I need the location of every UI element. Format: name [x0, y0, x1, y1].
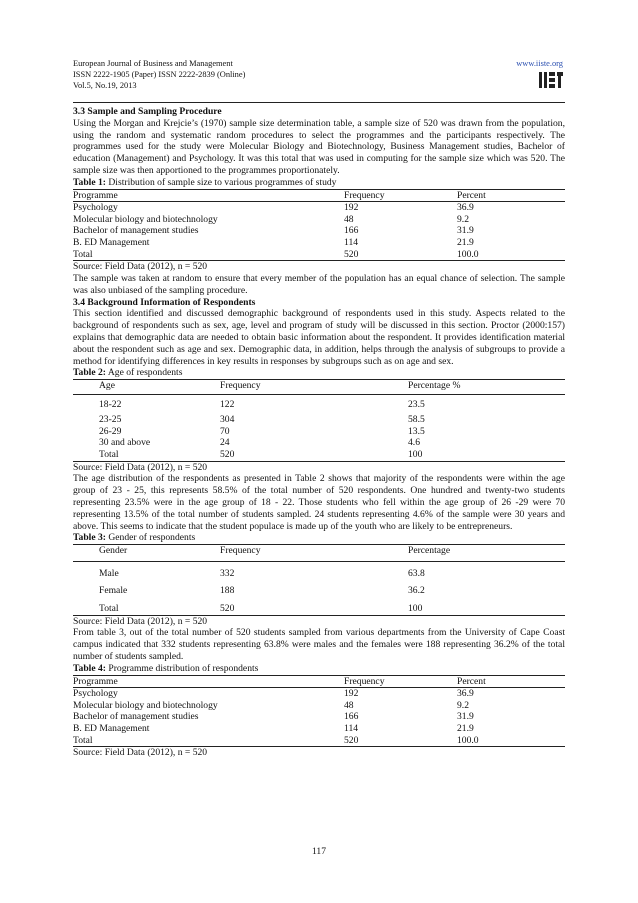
page-number: 117: [311, 846, 327, 857]
table-row: [73, 711, 565, 723]
col-header: Frequency: [220, 380, 408, 395]
table-cell: 188: [220, 585, 235, 597]
table-cell: 4.6: [408, 437, 420, 449]
table-total-row: [73, 597, 565, 615]
table-cell: 520: [220, 449, 235, 461]
table-cell: 70: [220, 425, 230, 437]
table-row: [73, 437, 565, 449]
table-cell: 21.9: [457, 722, 474, 734]
paragraph-after-table-1: The sample was taken at random to ensure that every member of the population has an equal chance of selection. The sample was also unbiased of the sampling procedure.: [73, 272, 565, 296]
table-cell: 18-22: [99, 398, 122, 410]
issn-line: ISSN 2222-1905 (Paper) ISSN 2222-2839 (Online): [73, 70, 246, 79]
col-header: Frequency: [344, 675, 457, 688]
table-cell: B. ED Management: [73, 236, 150, 248]
table-cell: 31.9: [457, 711, 474, 723]
table-2-label: Table 2:: [73, 367, 106, 379]
col-header: Programme: [73, 189, 344, 202]
table-row: [73, 225, 565, 237]
table-row: [73, 579, 565, 597]
table-2-caption: [73, 367, 565, 379]
col-header: Percentage: [408, 545, 565, 562]
journal-url-link[interactable]: www.iiste.org: [516, 59, 563, 68]
table-4-source: Source: Field Data (2012), n = 520: [73, 747, 208, 759]
table-row: [73, 202, 565, 214]
table-2-source: Source: Field Data (2012), n = 520: [73, 461, 208, 473]
table-cell: 520: [344, 734, 359, 746]
table-cell: 48: [344, 699, 354, 711]
journal-name: European Journal of Business and Management: [73, 59, 233, 68]
col-header: Percent: [457, 675, 565, 688]
table-cell: 26-29: [99, 425, 122, 437]
col-header: Percent: [457, 189, 565, 202]
table-cell: Total: [99, 449, 119, 461]
paragraph-after-table-3: From table 3, out of the total number of 520 students sampled from various departments from the University of Cape Coast campus indicated that 332 students representing 63.8% were males and the females were 188 representing 36.2% of the total number of students sampled.: [73, 627, 565, 663]
table-cell: 192: [344, 202, 359, 214]
table-header-row: [73, 545, 565, 562]
table-cell: 332: [220, 567, 235, 579]
col-header: Programme: [73, 675, 344, 688]
table-row: [73, 394, 565, 410]
table-row: [73, 700, 565, 712]
table-header-row: [73, 189, 565, 202]
table-cell: 520: [220, 603, 235, 615]
volume-line: Vol.5, No.19, 2013: [73, 81, 137, 90]
table-cell: 48: [344, 213, 354, 225]
table-total-row: [73, 449, 565, 461]
table-row: [73, 410, 565, 426]
header-rule: [73, 102, 565, 103]
table-cell: 63.8: [408, 567, 425, 579]
table-3-source: Source: Field Data (2012), n = 520: [73, 615, 208, 627]
table-cell: 24: [220, 437, 230, 449]
table-cell: 13.5: [408, 425, 425, 437]
table-cell: Psychology: [73, 202, 118, 214]
table-cell: Total: [73, 248, 93, 260]
table-1-source: Source: Field Data (2012), n = 520: [73, 261, 208, 273]
table-cell: Bachelor of management studies: [73, 225, 199, 237]
table-cell: Molecular biology and biotechnology: [73, 213, 218, 225]
table-4-title: Programme distribution of respondents: [108, 662, 259, 674]
table-cell: 520: [344, 248, 359, 260]
table-3: [73, 544, 565, 615]
table-cell: 36.2: [408, 585, 425, 597]
table-cell: 58.5: [408, 414, 425, 426]
col-header: Age: [73, 380, 220, 395]
table-4: [73, 675, 565, 748]
table-3-title: Gender of respondents: [108, 532, 196, 544]
table-cell: 114: [344, 722, 359, 734]
page-content: [73, 100, 565, 759]
col-header: Gender: [73, 545, 220, 562]
col-header: Percentage %: [408, 380, 565, 395]
table-cell: 36.9: [457, 688, 474, 700]
table-2-title: Age of respondents: [107, 367, 183, 379]
table-3-label: Table 3:: [73, 532, 106, 544]
table-cell: Total: [99, 603, 119, 615]
paragraph-after-table-2: The age distribution of the respondents as presented in Table 2 shows that majority of the respondents were within the age group of 23 - 25, this represents 58.5% of the total number of 520 respondents. One hundred and twenty-two students representing 23.5% were in the age group of 18 - 22. Those students who fell within the age group of 26 -29 were 70 representing 13.5% of the total number of students sampled. 24 students representing 4.6% of the sample were 30 years and above. This seems to indicate that the student populace is made up of the youth who are likely to be entrepreneurs.: [73, 473, 565, 532]
table-cell: 304: [220, 414, 235, 426]
table-1-title: Distribution of sample size to various programmes of study: [108, 176, 337, 188]
iiste-logo: [538, 70, 564, 90]
table-cell: Bachelor of management studies: [73, 711, 199, 723]
table-3-caption: [73, 532, 565, 544]
table-cell: 100: [408, 603, 423, 615]
table-cell: 166: [344, 225, 359, 237]
table-cell: 36.9: [457, 202, 474, 214]
table-cell: 100.0: [457, 734, 479, 746]
table-cell: Total: [73, 734, 93, 746]
table-1-caption: [73, 177, 565, 189]
section-3-3-paragraph: Using the Morgan and Krejcie’s (1970) sample size determination table, a sample size of 520 was drawn from the population, using the random and systematic random procedures to select the programmes and the participants respectively. The programmes used for the study were Molecular Biology and Biotechnology, Business Management studies, Bachelor of education (Management) and Psychology. It was this total that was used in computing for the sample size which was 520. The sample size was then apportioned to the programmes proportionately.: [73, 117, 565, 176]
table-cell: Female: [99, 585, 128, 597]
table-cell: 192: [344, 688, 359, 700]
table-cell: B. ED Management: [73, 722, 150, 734]
table-cell: Psychology: [73, 688, 118, 700]
col-header: Frequency: [220, 545, 408, 562]
col-header: Frequency: [344, 189, 457, 202]
table-row: [73, 723, 565, 735]
table-cell: 9.2: [457, 213, 469, 225]
table-cell: 23-25: [99, 414, 122, 426]
table-cell: Molecular biology and biotechnology: [73, 699, 218, 711]
section-3-4-paragraph: This section identified and discussed demographic background of respondents used in this study. Aspects related to the background of respondents such as sex, age, level and program of study will be discussed in this section. Proctor (2000:157) explains that demographic data are needed to obtain basic information about the respondent. It provides identification material about the respondent such as age and sex. Demographic data, in addition, helps through the analysis of subgroups to provide a method for identifying differences in key results in responses by subgroups such as on age and sex.: [73, 308, 565, 367]
table-cell: 100.0: [457, 248, 479, 260]
table-cell: 31.9: [457, 225, 474, 237]
table-row: [73, 426, 565, 438]
table-1-label: Table 1:: [73, 176, 106, 188]
table-total-row: [73, 735, 565, 747]
table-1: [73, 189, 565, 262]
table-cell: 122: [220, 398, 235, 410]
table-4-caption: [73, 663, 565, 675]
table-row: [73, 561, 565, 579]
table-cell: 114: [344, 236, 359, 248]
table-row: [73, 688, 565, 700]
section-3-3-heading: 3.3 Sample and Sampling Procedure: [73, 106, 222, 117]
table-header-row: [73, 380, 565, 395]
table-total-row: [73, 249, 565, 261]
table-cell: 166: [344, 711, 359, 723]
table-2: [73, 379, 565, 462]
table-row: [73, 214, 565, 226]
table-cell: 100: [408, 449, 423, 461]
table-row: [73, 237, 565, 249]
table-cell: 9.2: [457, 699, 469, 711]
table-4-label: Table 4:: [73, 662, 106, 674]
table-cell: Male: [99, 567, 119, 579]
table-cell: 23.5: [408, 398, 425, 410]
table-cell: 30 and above: [99, 437, 151, 449]
section-3-4-heading: 3.4 Background Information of Respondents: [73, 296, 256, 308]
table-header-row: [73, 675, 565, 688]
table-cell: 21.9: [457, 236, 474, 248]
